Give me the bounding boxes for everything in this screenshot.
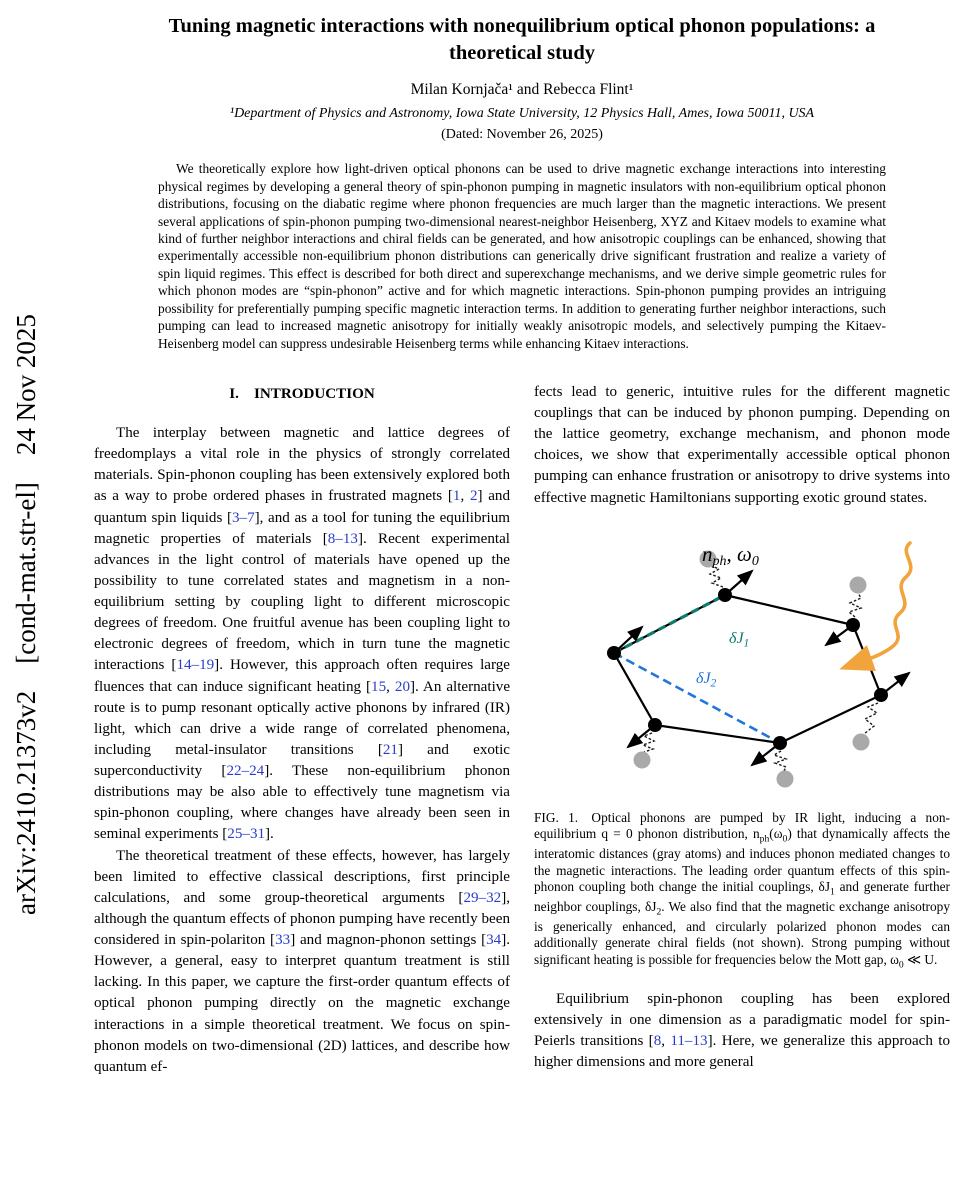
left-column [94, 382, 510, 1078]
figure-1-graphic [598, 535, 946, 795]
phonon-population-label: nph, ω0 [702, 541, 759, 569]
citation-link[interactable]: 8 [653, 1033, 662, 1050]
citation-link[interactable]: 14–19 [176, 657, 215, 674]
citation-link[interactable]: 8–13 [327, 530, 358, 547]
arxiv-sidebar-banner: arXiv:2410.21373v2 [cond-mat.str-el] 24 Nov 2025 [11, 314, 41, 916]
citation-link[interactable]: 3–7 [231, 509, 255, 526]
citation-link[interactable]: 15 [371, 678, 387, 695]
citation-link[interactable]: 25–31 [227, 826, 266, 843]
section-heading-introduction: I. INTRODUCTION [229, 385, 375, 402]
paper-page [94, 0, 950, 1078]
figure-1-caption: FIG. 1. Optical phonons are pumped by IR light, inducing a non-equilibrium q = 0 phonon distribution, $n_{ph}(\omega_0)$ that dynamically affects the interatomic distances (gray atoms) and induces phonon mediated changes to the magnetic interactions. The leading order quantum effects of this spin-phonon coupling both change the initial couplings, $\delta J_1$ and generate further neighbor couplings, $\delta J_2$. We also find that the magnetic exchange anisotropy is generically enhanced, and circularly polarized phonon modes can additionally generate chiral fields (not shown). Strong pumping without significant heating is possible for frequencies below the Mott gap, $\omega_0$ ≪ U. [534, 809, 951, 971]
displaced-atoms [634, 550, 870, 787]
paper-date: (Dated: November 26, 2025) [441, 127, 603, 143]
citation-link[interactable]: 29–32 [463, 889, 502, 906]
citation-link[interactable]: 22–24 [226, 763, 265, 780]
right-column [534, 382, 950, 1078]
figure-1 [598, 535, 946, 802]
citation-link[interactable]: 34 [486, 932, 502, 949]
paper-affiliation: ¹Department of Physics and Astronomy, Iowa State University, 12 Physics Hall, Ames, Iowa 50011, USA [229, 106, 815, 122]
citation-link[interactable]: 21 [382, 741, 398, 758]
delta-j1-bond [614, 595, 725, 653]
lattice-atoms [607, 588, 888, 750]
paper-authors: Milan Kornjača¹ and Rebecca Flint¹ [410, 81, 634, 99]
delta-j1-label: $\delta J_1$ [729, 629, 750, 650]
citation-link[interactable]: 2 [469, 488, 478, 505]
citation-link[interactable]: 11–13 [670, 1033, 708, 1050]
paper-abstract: We theoretically explore how light-driven optical phonons can be used to drive magnetic exchange interactions into interesting physical regimes by developing a general theory of spin-phonon pumping in magnetic insulators with non-equilibrium optical phonon distributions, focusing on the diabatic regime where phonon frequencies are much larger than the magnetic interactions. We present several applications of spin-phonon pumping two-dimensional nearest-neighbor Heisenberg, XYZ and Kitaev models to examine what kind of further neighbor interactions and chiral fields can be generated, and how anisotropic couplings can be enhanced, showing that experimentally accessible non-equilibrium phonon distributions can generically drive significant frustration and realize a variety of spin liquid regimes. This effect is described for both direct and superexchange mechanisms, and we derive simple geometric rules for which phonon modes are “spin-phonon” active and for which magnetic interactions. Spin-phonon pumping provides an intriguing possibility for preferentially pumping specific magnetic interaction terms. In addition to generating further neighbor interactions, such pumping can lead to increased magnetic anisotropy for initially weakly anisotropic models, and selectively pumping the Kitaev-Heisenberg model can suppress undesirable Heisenberg terms while enhancing Kitaev interactions. [158, 161, 886, 351]
intro-paragraph-1: The interplay between magnetic and lattice degrees of freedomplays a vital role in the physics of strongly correlated materials. Spin-phonon coupling has been extensively explored both as a way to probe ordered phases in frustrated magnets [1, 2] and quantum spin liquids [3–7], and as a tool for tuning the equilibrium magnetic properties of materials [8–13]. Recent experimental advances in the light control of materials have opened up the possibility to tune correlated states and magnetism in a non-equilibrium setting by coupling light to different microscopic degrees of freedom. One fruitful avenue has been coupling light to electronic degrees of freedom, which in turn tune the magnetic interactions [14–19]. However, this approach often requires large fluences that can induce significant heating [15, 20]. An alternative route is to pump resonant optically active phonons by infrared (IR) light, which can drive a wide range of correlated phenomena, including metal-insulator transitions [21] and exotic superconductivity [22–24]. These non-equilibrium phonon distributions may be also able to effectively tune magnetism via spin-phonon coupling, where changes have already been seen in seminal experiments [25–31]. [94, 425, 511, 843]
two-column-body [94, 382, 950, 1078]
delta-j2-label: $\delta J_2$ [696, 669, 717, 690]
intro-paragraph-3: fects lead to generic, intuitive rules for the different magnetic couplings that can be induced by phonon pumping. Depending on the lattice geometry, exchange mechanism, and phonon mode choices, we show that experimentally accessible optical phonon pumping can enhance frustration or anisotropy to drive systems into effective magnetic Hamiltonians supporting exotic ground states. [534, 383, 950, 506]
citation-link[interactable]: 33 [275, 932, 291, 949]
intro-paragraph-2: The theoretical treatment of these effects, however, has largely been limited to effective classical descriptions, first principle calculations, and some group-theoretical arguments [29–32], although the quantum effects of phonon pumping have recently been considered in spin-polariton [33] and magnon-phonon settings [34]. However, a general, easy to interpret quantum treatment is still lacking. In this paper, we capture the first-order quantum effects of optical phonon pumping directly on the magnetic exchange interactions in a simple theoretical treatment. We focus on spin-phonon models on two-dimensional (2D) lattices, and describe how quantum ef- [94, 847, 511, 1075]
citation-link[interactable]: 1 [452, 488, 461, 505]
paper-title: Tuning magnetic interactions with nonequilibrium optical phonon populations: a theoretical study [168, 15, 876, 64]
intro-paragraph-4: Equilibrium spin-phonon coupling has been explored extensively in one dimension as a paradigmatic model for spin-Peierls transitions [8, 11–13]. Here, we generalize this approach to higher dimensions and more general [534, 990, 951, 1071]
ir-light-arrow [846, 543, 911, 667]
citation-link[interactable]: 20 [394, 678, 410, 695]
